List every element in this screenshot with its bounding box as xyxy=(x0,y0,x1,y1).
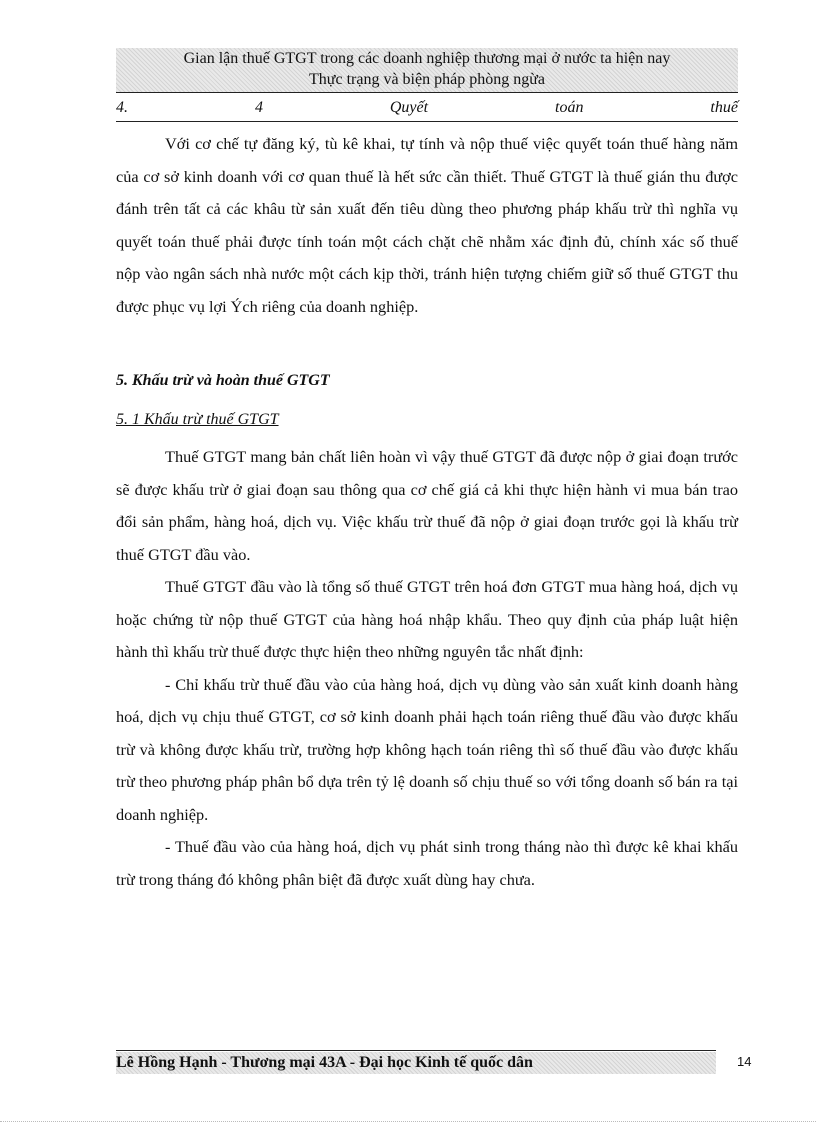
running-header xyxy=(116,48,738,93)
section-heading-4-4 xyxy=(116,99,738,122)
header-title-line2: Thực trạng và biện pháp phòng ngừa xyxy=(309,71,545,88)
heading-word: Quyết xyxy=(389,99,429,116)
page-edge-divider xyxy=(0,1121,816,1122)
subsection-heading-5-1: 5. 1 Khấu trừ thuế GTGT xyxy=(116,411,279,428)
paragraph: - Chỉ khấu trừ thuế đầu vào của hàng hoá, dịch vụ dùng vào sản xuất kinh doanh hàng hoá, dịch vụ chịu thuế GTGT, cơ sở kinh doanh phải hạch toán riêng thuế đầu vào được khấu trừ và không được khấu trừ, trường hợp không hạch toán riêng thì số thuế đầu vào được khấu trừ theo phương pháp phân bổ dựa trên tỷ lệ doanh số chịu thuế so với tổng doanh số bán ra tại doanh nghiệp. xyxy=(116,674,738,824)
section-4-4-body xyxy=(116,128,738,323)
heading-word: 4. xyxy=(116,99,128,116)
paragraph: Thuế GTGT đầu vào là tổng số thuế GTGT trên hoá đơn GTGT mua hàng hoá, dịch vụ hoặc chứng từ nộp thuế GTGT của hàng hoá nhập khẩu. Theo quy định của pháp luật hiện hành thì khấu trừ thuế được thực hiện theo những nguyên tắc nhất định: xyxy=(116,577,738,661)
heading-word: thuế xyxy=(710,99,738,116)
section-5-1-body xyxy=(116,441,738,896)
footer-divider xyxy=(116,1050,716,1051)
heading-word: toán xyxy=(555,99,584,116)
page-number: 14 xyxy=(737,1054,752,1069)
footer-author: Lê Hồng Hạnh - Thương mại 43A - Đại học Kinh tế quốc dân xyxy=(116,1052,716,1074)
header-title-line1: Gian lận thuế GTGT trong các doanh nghiệp thương mại ở nước ta hiện nay xyxy=(183,50,671,67)
paragraph: Thuế GTGT mang bản chất liên hoàn vì vậy thuế GTGT đã được nộp ở giai đoạn trước sẽ được khấu trừ ở giai đoạn sau thông qua cơ chế giá cả khi thực hiện hành vi mua bán trao đổi sản phẩm, hàng hoá, dịch vụ. Việc khấu trừ thuế đã nộp ở giai đoạn trước gọi là khấu trừ thuế GTGT đầu vào. xyxy=(116,447,738,564)
paragraph: - Thuế đầu vào của hàng hoá, dịch vụ phát sinh trong tháng nào thì được kê khai khấu trừ trong tháng đó không phân biệt đã được xuất dùng hay chưa. xyxy=(116,837,738,889)
section-heading-5: 5. Khấu trừ và hoàn thuế GTGT xyxy=(116,372,330,389)
paragraph: Với cơ chế tự đăng ký, tù kê khai, tự tính và nộp thuế việc quyết toán thuế hàng năm của cơ sở kinh doanh với cơ quan thuế là hết sức cần thiết. Thuế GTGT là thuế gián thu được đánh trên tất cả các khâu từ sản xuất đến tiêu dùng theo phương pháp khấu trừ thì nghĩa vụ quyết toán thuế phải được tính toán một cách chặt chẽ nhằm xác định đủ, chính xác số thuế nộp vào ngân sách nhà nước một cách kịp thời, tránh hiện tượng chiếm giữ số thuế GTGT thu được phục vụ lợi Ých riêng của doanh nghiệp. xyxy=(116,134,738,316)
heading-word: 4 xyxy=(254,99,263,116)
